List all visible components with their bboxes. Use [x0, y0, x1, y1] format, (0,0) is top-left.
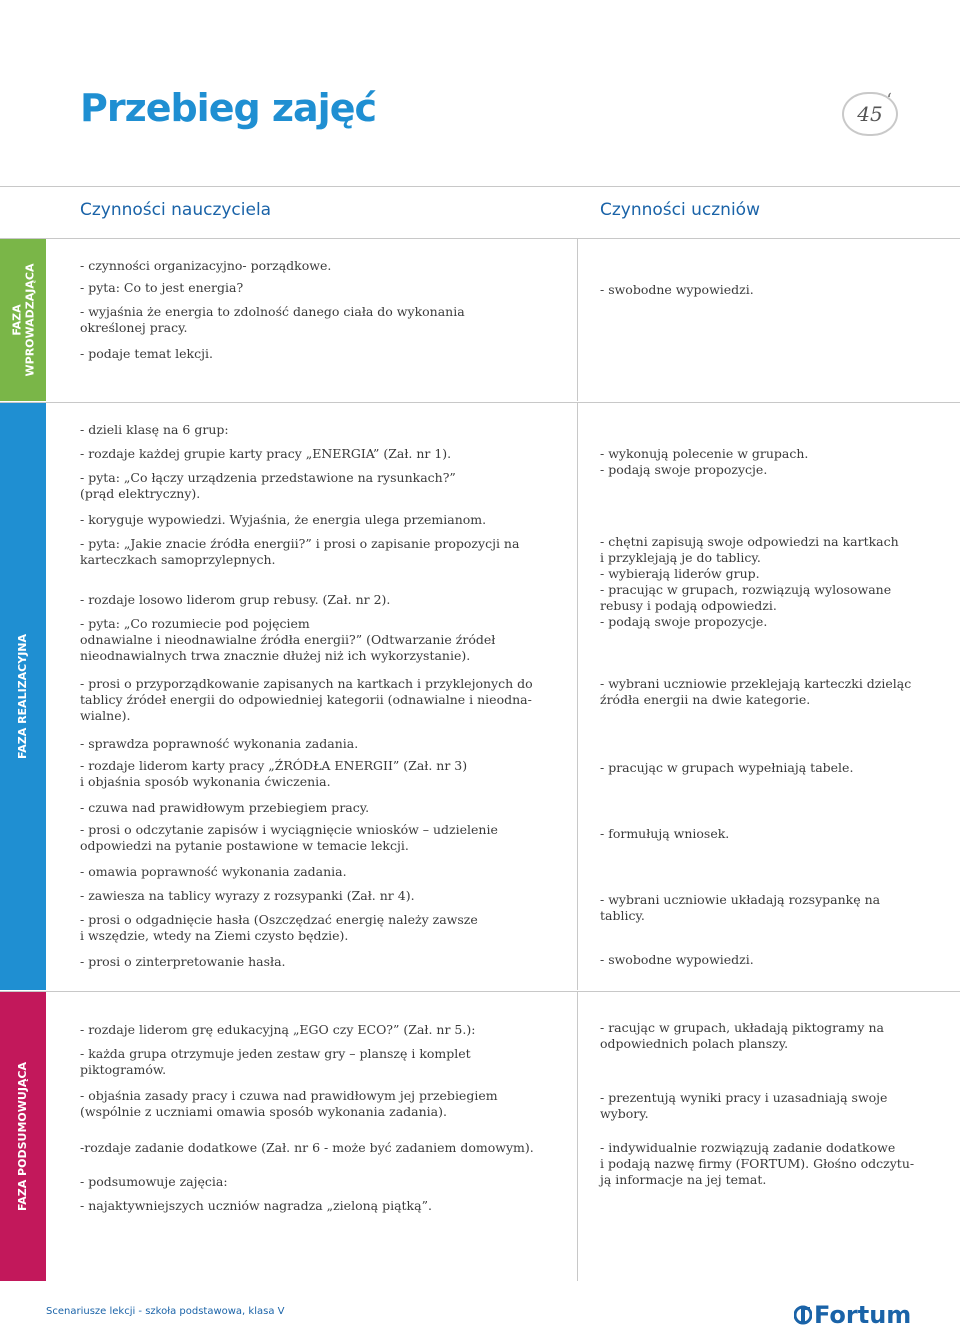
phase-realization-band	[0, 403, 46, 990]
realization-teacher-item: - prosi o zinterpretowanie hasła.	[80, 954, 286, 969]
phase-summary-label: FAZA PODSUMOWUJĄCA	[16, 1061, 30, 1212]
summary-teacher-item: -rozdaje zadanie dodatkowe (Zał. nr 6 - może być zadaniem domowym).	[80, 1140, 534, 1155]
teacher-column-heading: Czynności nauczyciela	[80, 200, 272, 220]
realization-teacher-item: - czuwa nad prawidłowym przebiegiem pracy.	[80, 800, 370, 815]
realization-teacher-item: - zawiesza na tablicy wyrazy z rozsypanki (Zał. nr 4).	[80, 888, 415, 903]
realization-teacher-item: - prosi o odgadnięcie hasła (Oszczędzać energię należy zawsze i wszędzie, wtedy na Ziemi czysto będzie).	[80, 912, 478, 943]
students-column-heading: Czynności uczniów	[600, 200, 760, 220]
duration-value: 45	[857, 102, 883, 126]
realization-teacher-item: - rozdaje liderom karty pracy „ŹRÓDŁA ENERGII” (Zał. nr 3) i objaśnia sposób wykonania ćwiczenia.	[80, 758, 468, 789]
realization-students-item: - chętni zapisują swoje odpowiedzi na kartkach i przyklejają je do tablicy. - wybierają liderów grup. - pracując w grupach, rozwiązują wylosowane rebusy i podają odpowiedzi. - podają swoje propozycje.	[600, 534, 899, 629]
realization-students-item: - pracując w grupach wypełniają tabele.	[600, 760, 854, 775]
realization-teacher-item: - pyta: „Jakie znacie źródła energii?” i prosi o zapisanie propozycji na karteczkach samoprzylepnych.	[80, 536, 520, 567]
realization-teacher-item: - rozdaje każdej grupie karty pracy „ENERGIA” (Zał. nr 1).	[80, 446, 452, 461]
intro-students-item: - swobodne wypowiedzi.	[600, 282, 754, 297]
realization-teacher-item: - rozdaje losowo liderom grup rebusy. (Zał. nr 2).	[80, 592, 391, 607]
realization-students-item: - wybrani uczniowie przeklejają karteczki dzieląc źródła energii na dwie kategorie.	[600, 676, 912, 707]
realization-students-item: - wykonują polecenie w grupach. - podają swoje propozycje.	[600, 446, 809, 477]
realization-students-item: - wybrani uczniowie układają rozsypankę na tablicy.	[600, 892, 881, 923]
duration-mark: ‘	[886, 90, 892, 111]
intro-teacher-item: - czynności organizacyjno- porządkowe.	[80, 258, 332, 273]
heading-divider	[0, 238, 960, 239]
fortum-logo-text: Fortum	[814, 1301, 912, 1329]
intro-teacher-item: - wyjaśnia że energia to zdolność danego ciała do wykonania określonej pracy.	[80, 304, 465, 335]
realization-teacher-item: - dzieli klasę na 6 grup:	[80, 422, 229, 437]
phase-divider	[0, 402, 960, 403]
summary-teacher-item: - rozdaje liderom grę edukacyjną „EGO czy ECO?” (Zał. nr 5.):	[80, 1022, 476, 1037]
phase-intro-label: FAZA WPROWADZAJĄCA	[10, 263, 37, 377]
phase-summary-column-divider	[577, 992, 578, 1281]
phase-realization-label: FAZA REALIZACYJNA	[16, 633, 30, 760]
summary-students-item: - racując w grupach, układają piktogramy na odpowiednich polach planszy.	[600, 1020, 884, 1051]
duration-badge	[842, 92, 898, 136]
realization-students-item: - swobodne wypowiedzi.	[600, 952, 754, 967]
summary-teacher-item: - podsumowuje zajęcia:	[80, 1174, 228, 1189]
realization-teacher-item: - koryguje wypowiedzi. Wyjaśnia, że energia ulega przemianom.	[80, 512, 487, 527]
realization-students-item: - formułują wniosek.	[600, 826, 730, 841]
summary-students-item: - prezentują wyniki pracy i uzasadniają swoje wybory.	[600, 1090, 888, 1121]
realization-teacher-item: - prosi o przyporządkowanie zapisanych na kartkach i przyklejonych do tablicy źródeł energii do odpowiedniej kategorii (odnawialne i nieodna- wialne).	[80, 676, 533, 723]
realization-teacher-item: - pyta: „Co rozumiecie pod pojęciem odnawialne i nieodnawialne źródła energii?” (Odtwarzanie źródeł nieodnawialnych trwa znacznie dłużej niż ich wykorzystanie).	[80, 616, 496, 663]
summary-teacher-item: - najaktywniejszych uczniów nagradza „zieloną piątką”.	[80, 1198, 432, 1213]
summary-teacher-item: - każda grupa otrzymuje jeden zestaw gry – planszę i komplet piktogramów.	[80, 1046, 471, 1077]
phase-divider	[0, 991, 960, 992]
realization-teacher-item: - omawia poprawność wykonania zadania.	[80, 864, 347, 879]
footer-caption: Scenariusze lekcji - szkoła podstawowa, klasa V	[46, 1306, 285, 1317]
fortum-logo	[794, 1300, 911, 1330]
phase-realization-column-divider	[577, 403, 578, 990]
phase-intro-column-divider	[577, 239, 578, 401]
page-title: Przebieg zajęć	[80, 86, 376, 130]
phase-intro-band	[0, 239, 46, 401]
summary-students-item: - indywidualnie rozwiązują zadanie dodatkowe i podają nazwę firmy (FORTUM). Głośno odczytu- ją informacje na jej temat.	[600, 1140, 915, 1187]
realization-teacher-item: - pyta: „Co łączy urządzenia przedstawione na rysunkach?” (prąd elektryczny).	[80, 470, 456, 501]
realization-teacher-item: - prosi o odczytanie zapisów i wyciągnięcie wniosków – udzielenie odpowiedzi na pytanie postawione w temacie lekcji.	[80, 822, 498, 853]
phase-summary-band	[0, 992, 46, 1281]
fortum-logo-icon	[794, 1304, 812, 1326]
intro-teacher-item: - pyta: Co to jest energia?	[80, 280, 244, 295]
realization-teacher-item: - sprawdza poprawność wykonania zadania.	[80, 736, 359, 751]
intro-teacher-item: - podaje temat lekcji.	[80, 346, 213, 361]
summary-teacher-item: - objaśnia zasady pracy i czuwa nad prawidłowym jej przebiegiem (wspólnie z uczniami omawia sposób wykonania zadania).	[80, 1088, 498, 1119]
header-divider	[0, 186, 960, 187]
